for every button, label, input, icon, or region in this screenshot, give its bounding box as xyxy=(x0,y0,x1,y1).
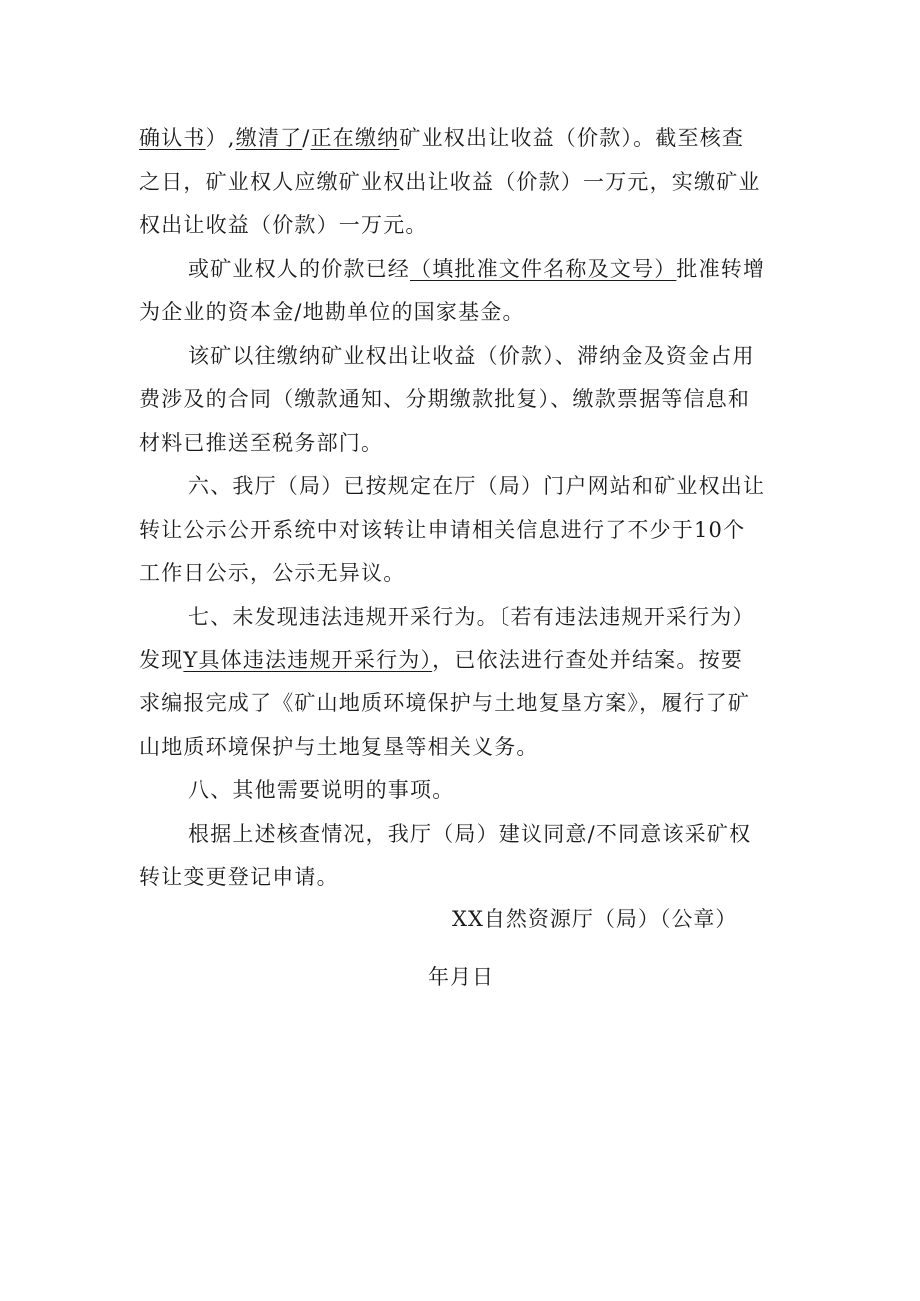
option-paid-off: 缴清了 xyxy=(235,126,303,150)
paragraph-line: 材料已推送至税务部门。 xyxy=(139,431,384,455)
section-eight-line: 八、其他需要说明的事项。 xyxy=(188,778,455,802)
date-line: 年月日 xyxy=(428,965,494,989)
paragraph-line: 该矿以往缴纳矿业权出让收益（价款）、滞纳金及资金占用 xyxy=(188,344,755,368)
section-six-line: 六、我厅（局）已按规定在厅（局）门户网站和矿业权出让 xyxy=(188,474,766,498)
section-six-line: 转让公示公开系统中对该转让申请相关信息进行了不少于10个 xyxy=(139,518,746,542)
conclusion-line: 转让变更登记申请。 xyxy=(139,865,339,889)
paragraph-line: 为企业的资本金/地勘单位的国家基金。 xyxy=(139,300,525,324)
fill-confirmation-book: 确认书 xyxy=(139,126,206,150)
section-seven-line: 求编报完成了《矿山地质环境保护与土地复垦方案》，履行了矿 xyxy=(139,691,751,715)
section-seven-line: 山地质环境保护与土地复垦等相关义务。 xyxy=(139,735,539,759)
paragraph-line: 费涉及的合同（缴款通知、分期缴款批复）、缴款票据等信息和 xyxy=(139,387,751,411)
fill-approval-document: （填批准文件名称及文号） xyxy=(410,257,677,281)
paragraph-line: 权出让收益（价款）一万元。 xyxy=(139,213,428,237)
section-seven-line: 发现Y具体违法违规开采行为），已依法进行查处并结案。按要 xyxy=(139,648,743,672)
conclusion-line: 根据上述核查情况，我厅（局）建议同意/不同意该采矿权 xyxy=(188,822,752,846)
section-six-line: 工作日公示，公示无异议。 xyxy=(139,561,406,585)
paragraph-line: 之日，矿业权人应缴矿业权出让收益（价款）一万元，实缴矿业 xyxy=(139,170,761,194)
paragraph-line: 确认书）,缴清了/正在缴纳矿业权出让收益（价款）。截至核查 xyxy=(139,126,745,150)
signature-seal-line: XX自然资源厅（局）（公章） xyxy=(452,907,738,931)
fill-violation-details: Y具体违法违规开采行为） xyxy=(183,648,433,672)
paragraph-line: 或矿业权人的价款已经（填批准文件名称及文号）批准转增 xyxy=(188,257,766,281)
section-seven-line: 七、未发现违法违规开采行为。〔若有违法违规开采行为） xyxy=(188,605,755,629)
option-paying: 正在缴纳 xyxy=(310,126,400,150)
